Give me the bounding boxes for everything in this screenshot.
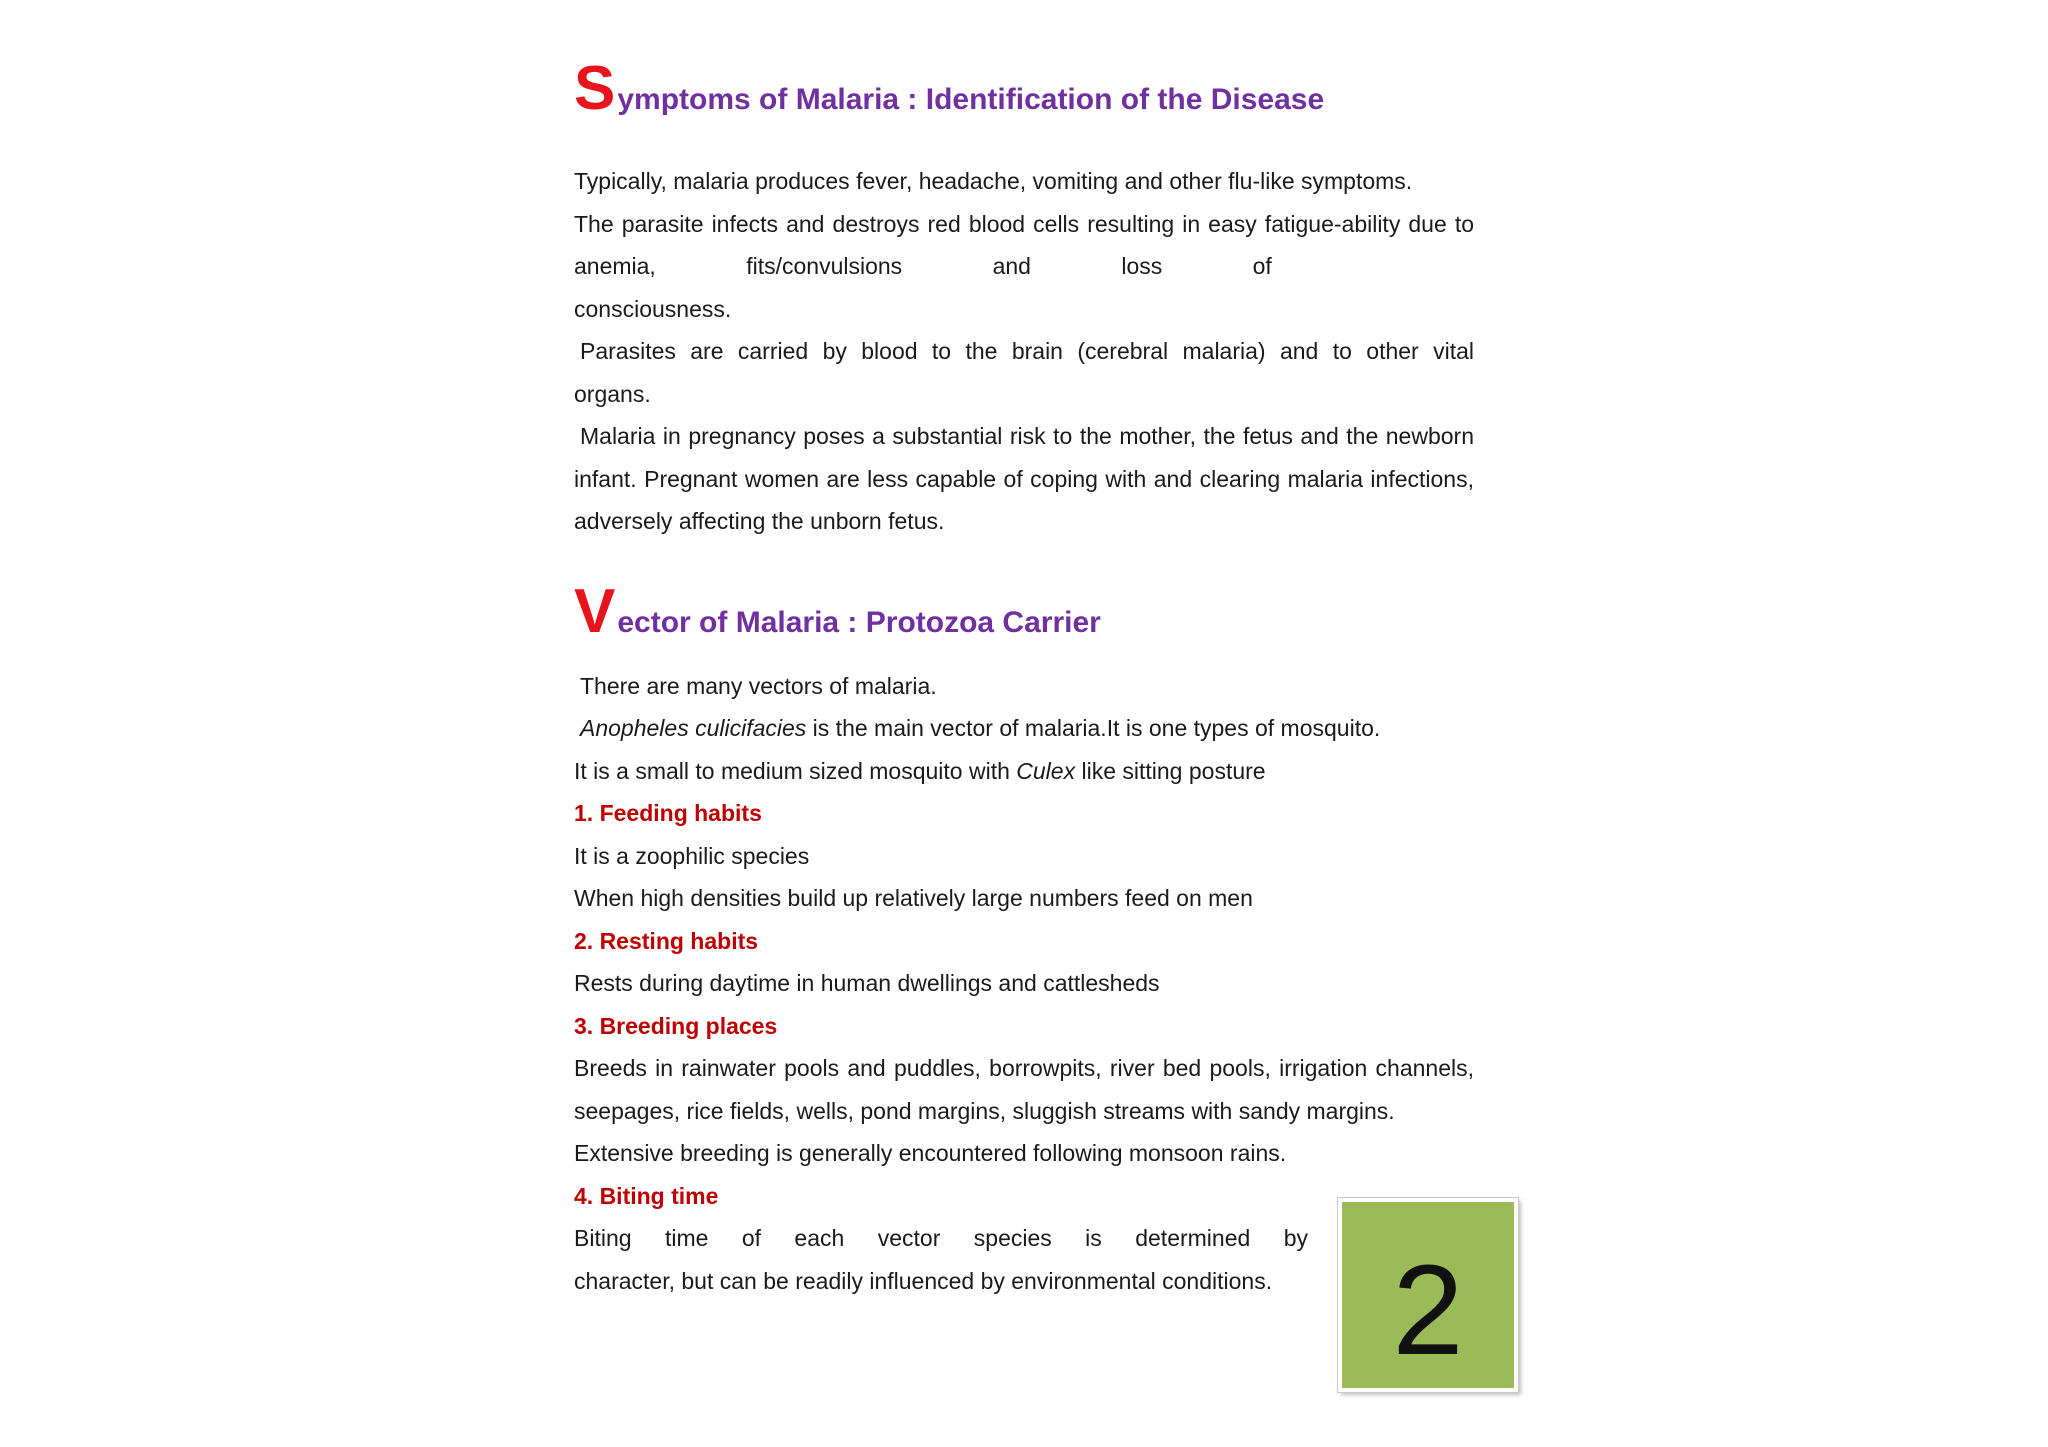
biting-line-2: character, but can be readily influenced by environmental conditions. bbox=[574, 1267, 1273, 1294]
species-name: Anopheles culicifacies bbox=[580, 715, 807, 741]
symptoms-line-6: Malaria in pregnancy poses a substantial risk to the mother, the fetus and the newborn bbox=[580, 423, 1474, 449]
resting-habits-heading: 2. Resting habits bbox=[574, 927, 759, 954]
symptoms-line-4: Parasites are carried by blood to the brain (cerebral malaria) and to other vital bbox=[580, 338, 1474, 364]
page-content bbox=[574, 54, 1474, 1302]
symptoms-line-5: organs. bbox=[574, 380, 651, 407]
symptoms-line-8: adversely affecting the unborn fetus. bbox=[574, 508, 945, 534]
symptoms-line-1: Typically, malaria produces fever, headache, vomiting and other flu-like symptoms. bbox=[574, 168, 1413, 194]
vector-intro: There are many vectors of malaria. bbox=[580, 672, 937, 699]
vector-heading-text: ector of Malaria : Protozoa Carrier bbox=[617, 605, 1101, 639]
vector-species-line bbox=[574, 707, 1474, 750]
symptoms-line-2: The parasite infects and destroys red blood cells resulting in easy fatigue-ability due to bbox=[574, 210, 1474, 237]
symptoms-line-7: infant. Pregnant women are less capable of coping with and clearing malaria infections, bbox=[574, 465, 1474, 492]
symptoms-body bbox=[574, 160, 1474, 543]
species-text: is the main vector of malaria.It is one types of mosquito. bbox=[806, 715, 1381, 741]
page-number: 2 bbox=[1392, 1238, 1464, 1382]
biting-line-1: Biting time of each vector species is determined by bbox=[574, 1225, 1308, 1251]
size-text-before: It is a small to medium sized mosquito with bbox=[574, 757, 1017, 784]
biting-time-heading: 4. Biting time bbox=[574, 1182, 719, 1209]
symptoms-heading-text: ymptoms of Malaria : Identification of the Disease bbox=[617, 83, 1325, 116]
symptoms-heading bbox=[574, 54, 1474, 123]
page-number-badge bbox=[1338, 1198, 1518, 1392]
size-text-after: like sitting posture bbox=[1075, 757, 1266, 784]
breeding-line-3: Extensive breeding is generally encountered following monsoon rains. bbox=[574, 1140, 1287, 1166]
vector-size-line bbox=[574, 750, 1474, 793]
culex-name: Culex bbox=[1016, 757, 1076, 784]
breeding-line-1: Breeds in rainwater pools and puddles, borrowpits, river bed pools, irrigation channels, bbox=[574, 1055, 1474, 1081]
symptoms-heading-initial: S bbox=[574, 54, 616, 123]
feeding-habits-heading: 1. Feeding habits bbox=[574, 800, 762, 826]
breeding-places-heading: 3. Breeding places bbox=[574, 1012, 778, 1039]
breeding-line-2: seepages, rice fields, wells, pond margins, sluggish streams with sandy margins. bbox=[574, 1097, 1395, 1124]
vector-heading-initial: V bbox=[574, 576, 616, 646]
resting-line-1: Rests during daytime in human dwellings and cattlesheds bbox=[574, 970, 1160, 996]
symptoms-line-3: anemia, fits/convulsions and loss of consciousness. bbox=[574, 253, 1272, 322]
vector-heading bbox=[574, 576, 1474, 646]
feeding-line-1: It is a zoophilic species bbox=[574, 842, 810, 869]
feeding-line-2: When high densities build up relatively large numbers feed on men bbox=[574, 885, 1253, 911]
